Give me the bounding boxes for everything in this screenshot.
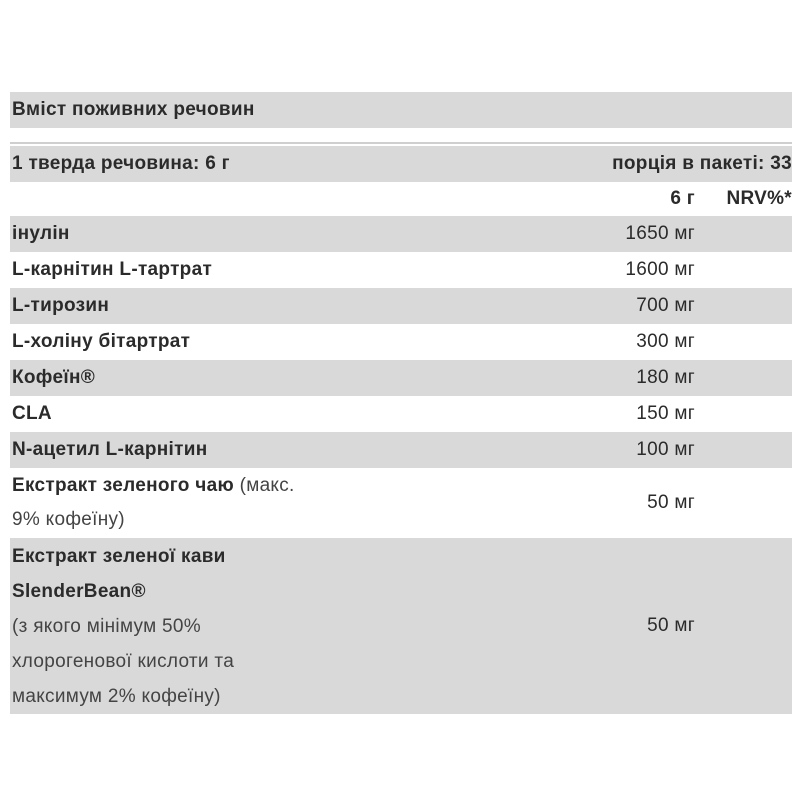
serving-row bbox=[10, 146, 792, 182]
ingredient-note: максимум 2% кофеїну) bbox=[12, 685, 221, 707]
ingredient-amount: 180 мг bbox=[636, 367, 695, 388]
column-header-row bbox=[10, 182, 792, 216]
ingredient-name: N-ацетил L-карнітин bbox=[12, 439, 208, 460]
nutrition-table bbox=[10, 92, 792, 714]
ingredient-name: Екстракт зеленої кави bbox=[12, 545, 226, 567]
divider bbox=[10, 142, 792, 144]
table-title-text: Вміст поживних речовин bbox=[12, 99, 255, 120]
table-row bbox=[10, 432, 792, 468]
ingredient-note: хлорогенової кислоти та bbox=[12, 650, 235, 672]
ingredient-nrv bbox=[695, 538, 792, 714]
ingredient-name: L-карнітин L-тартрат bbox=[12, 259, 213, 280]
ingredient-name: L-тирозин bbox=[12, 295, 110, 316]
table-row bbox=[10, 252, 792, 288]
ingredient-name: інулін bbox=[12, 223, 70, 244]
serving-size: 1 тверда речовина: 6 г bbox=[12, 153, 230, 174]
ingredient-amount: 50 мг bbox=[647, 615, 695, 636]
table-row bbox=[10, 396, 792, 432]
ingredient-amount: 700 мг bbox=[636, 295, 695, 316]
table-row-green-coffee bbox=[10, 538, 792, 714]
ingredient-name: Кофеїн® bbox=[12, 367, 96, 388]
ingredient-name: Екстракт зеленого чаю bbox=[12, 475, 234, 496]
header-nrv: NRV%* bbox=[726, 188, 792, 209]
ingredient-amount: 50 мг bbox=[647, 492, 695, 513]
table-row bbox=[10, 288, 792, 324]
spacer bbox=[10, 128, 792, 142]
table-row bbox=[10, 324, 792, 360]
ingredient-note: (макс. bbox=[239, 475, 295, 496]
ingredient-name: CLA bbox=[12, 403, 52, 424]
ingredient-name: L-холіну бітартрат bbox=[12, 331, 191, 352]
table-title bbox=[10, 92, 792, 128]
ingredient-note: (з якого мінімум 50% bbox=[12, 615, 201, 637]
ingredient-brand: SlenderBean® bbox=[12, 580, 146, 602]
ingredient-nrv bbox=[695, 468, 792, 538]
ingredient-amount: 1600 мг bbox=[625, 259, 695, 280]
table-row bbox=[10, 216, 792, 252]
table-row bbox=[10, 360, 792, 396]
servings-per-pack: порція в пакеті: 33 bbox=[612, 153, 792, 174]
ingredient-note: 9% кофеїну) bbox=[12, 509, 125, 530]
ingredient-amount: 100 мг bbox=[636, 439, 695, 460]
table-row-green-tea bbox=[10, 468, 792, 538]
header-amount: 6 г bbox=[670, 188, 695, 209]
ingredient-amount: 300 мг bbox=[636, 331, 695, 352]
ingredient-amount: 1650 мг bbox=[625, 223, 695, 244]
ingredient-amount: 150 мг bbox=[636, 403, 695, 424]
